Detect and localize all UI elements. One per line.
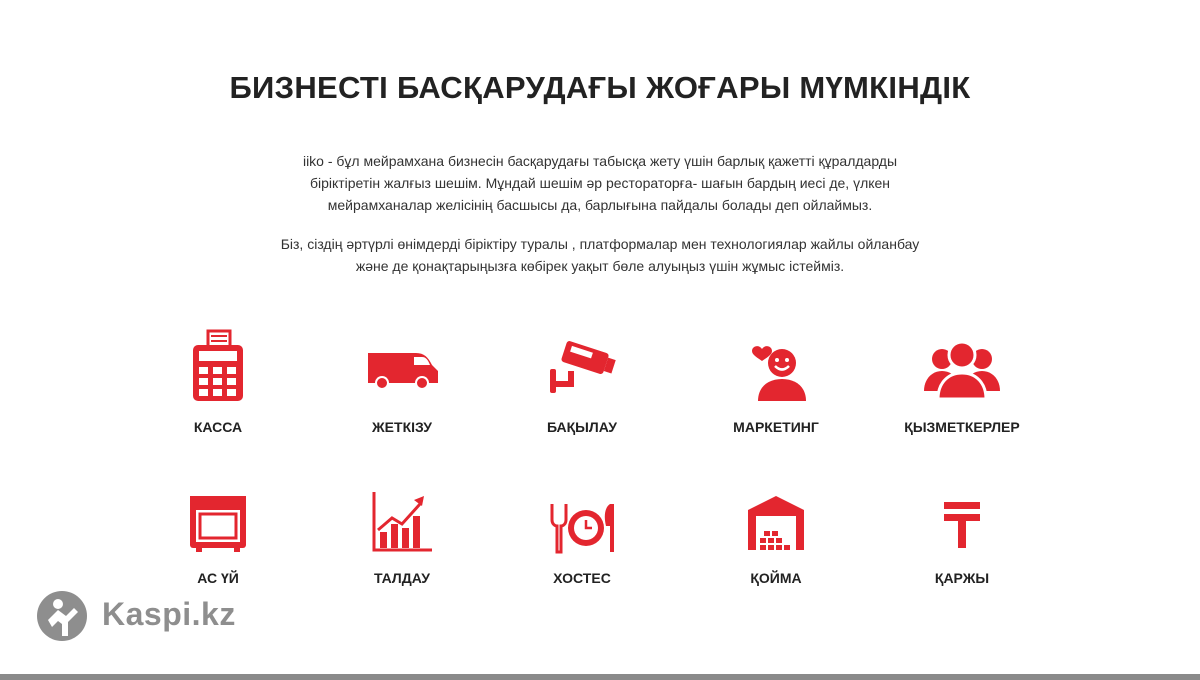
feature-warehouse [686,488,866,598]
smiley-heart-icon [736,325,816,405]
feature-label: ХОСТЕС [553,570,611,586]
description-line: iiko - бұл мейрамхана бизнесін басқарудағы табысқа жету үшін барлық қажетті құралдарды [302,153,898,169]
feature-label: ҚЫЗМЕТКЕРЛЕР [904,419,1020,435]
feature-marketing [686,325,866,445]
feature-monitoring [492,325,672,445]
feature-kassa [128,325,308,445]
feature-label: МАРКЕТИНГ [733,419,819,435]
staff-group-icon [922,325,1002,405]
feature-label: ЖЕТКІЗУ [372,419,432,435]
feature-staff [872,325,1052,445]
description-line: мейрамханалар желісінің басшысы да, барлығына пайдалы болады деп ойлаймыз. [327,197,873,213]
description-line: біріктіретін жалғыз шешім. Мұндай шешім әр ресторатор​ға- шағын бардың иесі де, үлкен [309,175,891,191]
feature-kitchen [128,488,308,598]
kaspi-watermark [36,590,296,642]
feature-label: КАССА [193,419,243,435]
feature-label: АС ҮЙ [197,570,239,586]
feature-delivery [312,325,492,445]
feature-finance [872,488,1052,598]
description-line: Біз, сіздің әртүрлі өнімдерді біріктіру туралы , платформалар мен технологиялар жайлы ойланбау [280,236,920,252]
page-title: БИЗНЕСТІ БАСҚАРУДАҒЫ ЖОҒАРЫ МҮМКІНДІК [229,70,971,105]
security-camera-icon [542,325,622,405]
warehouse-icon [736,488,816,568]
kaspi-logo-text: Kaspi.kz [102,596,236,632]
oven-icon [178,488,258,568]
plate-clock-cutlery-icon [542,488,622,568]
bottom-border [0,674,1200,680]
kaspi-logo-icon [36,590,88,642]
growth-chart-icon [362,488,442,568]
feature-hostess [492,488,672,598]
tenge-icon [922,488,1002,568]
feature-label: ҚАРЖЫ [934,570,990,586]
feature-label: ТАЛДАУ [373,570,431,586]
feature-label: ҚОЙМА [750,570,802,586]
description-paragraph-1 [200,150,1000,216]
cash-register-icon [178,325,258,405]
description-line: және де қонақтарыңызға көбірек уақыт бөле алуыңыз үшін жұмыс істейміз. [355,258,845,274]
feature-label: БАҚЫЛАУ [547,419,617,435]
description-paragraph-2 [200,233,1000,277]
delivery-van-icon [362,325,442,405]
feature-analytics [312,488,492,598]
